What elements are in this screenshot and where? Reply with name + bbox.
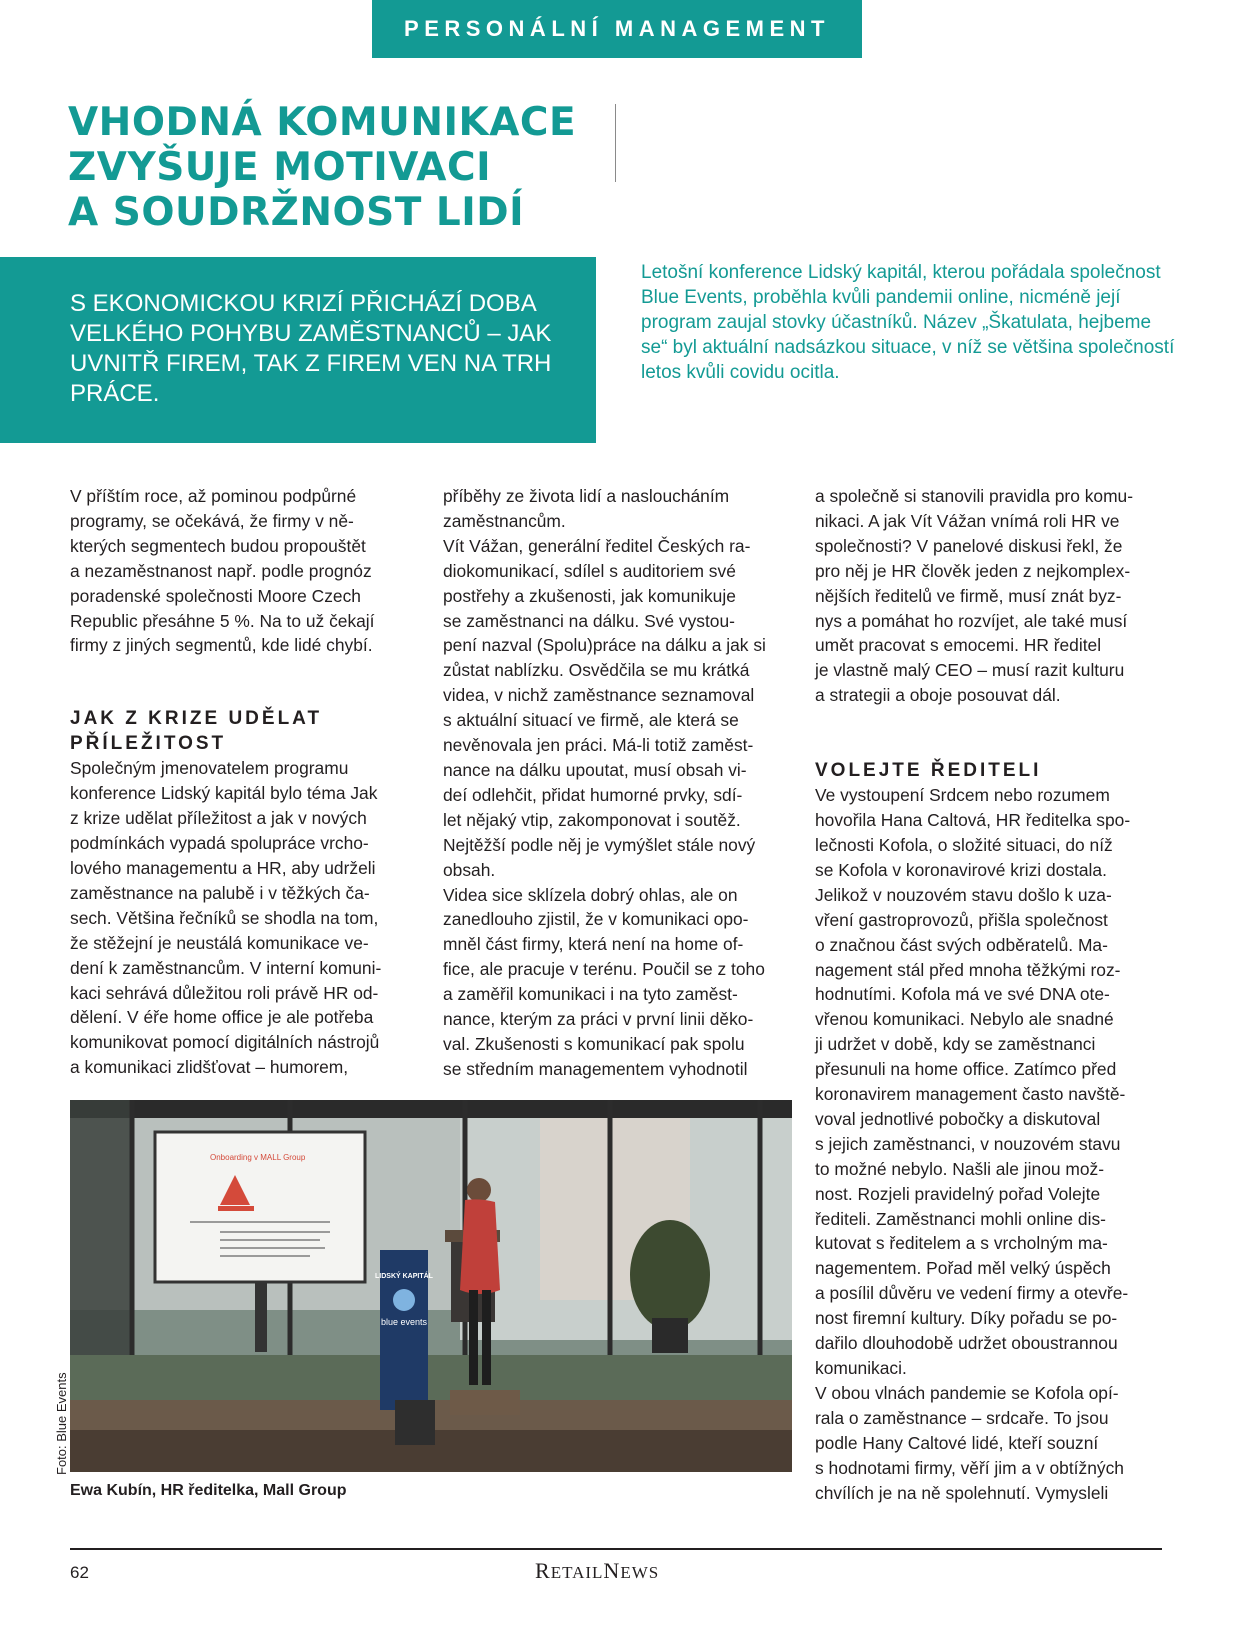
photo-credit: Foto: Blue Events: [54, 1372, 69, 1475]
subheading: VOLEJTE ŘEDITELI: [815, 760, 1042, 782]
text-column-2: [443, 484, 803, 1082]
headline-line-1: VHODNÁ KOMUNIKACE: [68, 100, 577, 145]
intro-text: Letošní konference Lidský kapitál, kterou pořádala společnost Blue Events, proběhla kvůli pandemii online, nicméně její program zaujal stovky účastníků. Název „Škatulata, hejbeme se“ byl aktuální nadsázkou situace, v níž se většina společností letos kvůli covidu ocitla.: [641, 262, 1175, 383]
section-label: PERSONÁLNÍ MANAGEMENT: [372, 0, 862, 58]
paragraph: Ve vystoupení Srdcem nebo rozumem hovořila Hana Caltová, HR ředitelka spo- lečnosti Kofola, o složité situaci, do níž se Kofola v koronavirové krizi dostala. Jelikož v nouzovém stavu došlo k uza- vření gastroprovozů, přišla společnost o značnou část svých odběratelů. Ma- nagement stál před mnoha těžkými roz- hodnutími. Kofola má ve své DNA ote- vřenou komunikaci. Nebylo ale snadné ji udržet v době, kdy se zaměstnanci přesunuli na home office. Zatímco před koronavirem management často navště- voval jednotlivé pobočky a diskutoval s jejich zaměstnanci, v nouzovém stavu to možné nebylo. Našli ale jinou mož- nost. Rozjeli pravidelný pořad Volejte řediteli. Zaměstnanci mohli online dis- kutovat s ředitelem a s vrcholným ma- nagementem. Pořad měl velký úspěch a posílil důvěru ve vedení firmy a otevře- nost firemní kultury. Díky pořadu se po- dařilo dlouhodobě udržet oboustrannou komunikaci. V obou vlnách pandemie se Kofola opí- rala o zaměstnance – srdcaře. To jsou podle Hany Caltové lidé, kteří souzní s hodnotami firmy, věří jim a v obtížných chvílích je na ně spolehnutí. Vymysleli: [815, 785, 1131, 1503]
lead-box: [0, 257, 596, 443]
headline-line-3: A SOUDRŽNOST LIDÍ: [68, 190, 525, 235]
photo-caption: Ewa Kubín, HR ředitelka, Mall Group: [70, 1482, 347, 1499]
logo-letter: N: [603, 1558, 621, 1583]
paragraph: V příštím roce, až pominou podpůrné programy, se očekává, že firmy v ně- kterých segmentech budou propouštět a nezaměstnanost např. podle prognóz poradenské společnosti Moore Czech Republic přesáhne 5 %. Na to už čekají firmy z jiných segmentů, kde lidé chybí.: [70, 486, 375, 656]
page-number: 62: [70, 1563, 89, 1582]
footer-rule: [70, 1548, 1162, 1550]
headline-line-2: ZVYŠUJE MOTIVACI: [68, 145, 492, 190]
vertical-divider: [615, 104, 616, 182]
podium-label: LIDSKÝ KAPITÁL: [375, 1273, 433, 1280]
paragraph: a společně si stanovili pravidla pro komu- nikaci. A jak Vít Vážan vnímá roli HR ve společnosti? V panelové diskusi řekl, že pro něj je HR člověk jeden z nejkomplex- nějších ředitelů ve firmě, musí znát byz- nys a pomáhat ho rozvíjet, ale také musí umět pracovat s emocemi. HR ředitel je vlastně malý CEO – musí razit kulturu a strategii a oboje posouvat dál.: [815, 486, 1134, 706]
subheading: JAK Z KRIZE UDĚLAT PŘÍLEŽITOST: [70, 708, 323, 755]
paragraph: Společným jmenovatelem programu konference Lidský kapitál bylo téma Jak z krize udělat příležitost a jak v nových podmínkách vypadá spolupráce vrcho- lového managementu a HR, aby udrželi zaměstnance na palubě i v těžkých ča- sech. Většina řečníků se shodla na tom, že stěžejní je neustálá komunikace ve- dení k zaměstnancům. V interní komuni- kaci sehrává důležitou roli právě HR od- dělení. V éře home office je ale potřeba komunikovat pomocí digitálních nástrojů a komunikaci zlidšťovat – humorem,: [70, 758, 382, 1078]
article-headline: [68, 100, 628, 235]
logo-letter: ETAIL: [550, 1563, 604, 1582]
screen-title: Onboarding v MALL Group: [210, 1153, 306, 1162]
logo-letter: EWS: [620, 1563, 660, 1582]
text-column-3: [815, 484, 1175, 1505]
conference-photo: [70, 1100, 792, 1472]
paragraph: příběhy ze života lidí a nasloucháním zaměstnancům. Vít Vážan, generální ředitel Českých ra- diokomunikací, sdílel s auditoriem své postřehy a zkušenosti, jak komunikuje se zaměstnanci na dálku. Své vystou- pení nazval (Spolu)práce na dálku a jak si zůstat nablízku. Osvědčila se mu krátká videa, v nichž zaměstnance seznamoval s aktuální situací ve firmě, ale která se nevěnovala jen práci. Má-li totiž zaměst- nance na dálku upoutat, musí obsah vi- deí odlehčit, přidat humorné prvky, sdí- let nějaký vtip, zakomponovat i soutěž. Nejtěžší podle něj je vymýšlet stále nový obsah. Videa sice sklízela dobrý ohlas, ale on zanedlouho zjistil, že v komunikaci opo- mněl část firmy, která není na home of- fice, ale pracuje v terénu. Poučil se z toho a zaměřil komunikaci i na tyto zaměst- nance, kterým za práci v první linii děko- val. Zkušenosti s komunikací pak spolu se středním managementem vyhodnotil: [443, 486, 766, 1079]
magazine-logo: [535, 1558, 659, 1584]
logo-letter: R: [535, 1558, 551, 1583]
lead-text: S EKONOMICKOU KRIZÍ PŘICHÁZÍ DOBA VELKÉHO POHYBU ZAMĚSTNANCŮ – JAK UVNITŘ FIREM, TAK Z FIREM VEN NA TRH PRÁCE.: [70, 290, 552, 407]
banner-text: blue events: [380, 1317, 428, 1327]
text-column-1: [70, 484, 430, 1080]
